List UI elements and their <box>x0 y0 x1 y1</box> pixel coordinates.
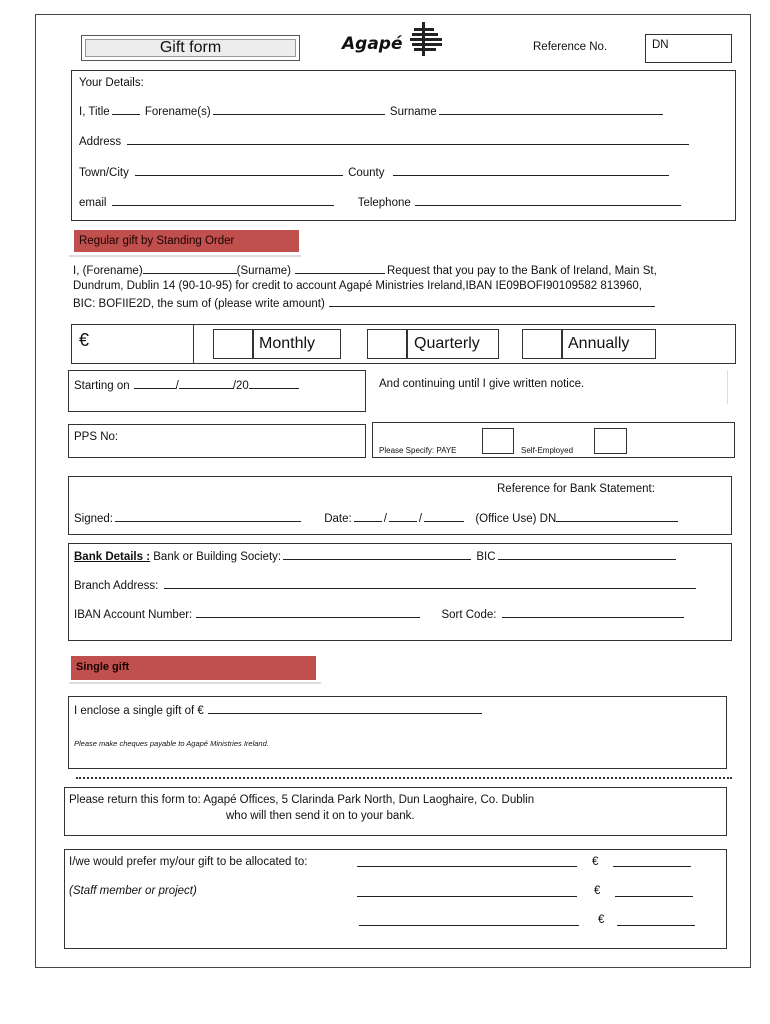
telephone-field[interactable] <box>415 195 681 206</box>
bank-society-label: Bank or Building Society: <box>153 551 282 563</box>
title-label: I, Title <box>79 106 110 118</box>
pps-box[interactable] <box>68 424 366 458</box>
allocation-amount-3[interactable] <box>617 925 695 926</box>
county-field[interactable] <box>393 165 669 176</box>
self-employed-label: Self-Employed <box>521 446 574 455</box>
return-line2: who will then send it on to your bank. <box>226 810 415 822</box>
single-gift-banner: Single gift <box>71 656 316 680</box>
standing-order-para-line1[interactable] <box>73 263 657 278</box>
telephone-label: Telephone <box>357 197 411 209</box>
agape-logo <box>340 22 458 60</box>
monthly-checkbox[interactable] <box>213 329 253 359</box>
forename-field[interactable] <box>213 104 385 115</box>
title-forename-surname-row[interactable] <box>79 104 665 119</box>
start-day-field[interactable] <box>134 378 176 389</box>
bank-society-field[interactable] <box>283 549 471 560</box>
allocation-sublabel: (Staff member or project) <box>69 885 197 897</box>
start-year-prefix: /20 <box>232 380 249 392</box>
iban-label: IBAN Account Number: <box>74 609 193 621</box>
allocation-recipient-3[interactable] <box>359 925 579 926</box>
return-line1: Please return this form to: Agapé Offices, 5 Clarinda Park North, Dun Laoghaire, Co. Dublin <box>69 794 535 806</box>
allocation-recipient-1[interactable] <box>357 866 577 867</box>
monthly-label: Monthly <box>259 335 316 352</box>
email-telephone-row[interactable] <box>79 195 683 210</box>
quarterly-label-box <box>407 329 499 359</box>
annually-label: Annually <box>568 335 630 352</box>
amount-divider <box>193 324 194 364</box>
amount-currency: € <box>79 330 90 350</box>
town-county-row[interactable] <box>79 165 671 180</box>
logo-wordmark: Agapé <box>342 34 403 54</box>
so-surname-field[interactable] <box>295 263 385 274</box>
town-field[interactable] <box>135 165 343 176</box>
cheques-note: Please make cheques payable to Agapé Ministries Ireland. <box>74 739 269 748</box>
single-gift-row[interactable] <box>74 703 484 718</box>
amount-field[interactable] <box>96 328 190 360</box>
allocation-amount-1[interactable] <box>613 866 691 867</box>
surname-field[interactable] <box>439 104 663 115</box>
bank-statement-ref-label: Reference for Bank Statement: <box>497 483 655 495</box>
paye-checkbox[interactable] <box>482 428 514 454</box>
annually-label-box <box>562 329 656 359</box>
date-day-field[interactable] <box>354 511 382 522</box>
bank-details-heading: Bank Details : <box>74 551 151 563</box>
pps-label: PPS No: <box>74 431 119 443</box>
single-gift-banner-shadow <box>69 682 321 684</box>
allocation-euro-1: € <box>592 856 599 868</box>
quarterly-label: Quarterly <box>414 335 480 352</box>
cut-line <box>76 777 732 779</box>
signed-label: Signed: <box>74 513 114 525</box>
bic-field[interactable] <box>498 549 676 560</box>
signature-field[interactable] <box>115 511 301 522</box>
email-field[interactable] <box>112 195 334 206</box>
office-use-label: (Office Use) DN <box>475 513 557 525</box>
so-amount-written-field[interactable] <box>329 296 655 307</box>
allocation-amount-2[interactable] <box>615 896 693 897</box>
continuing-text: And continuing until I give written notice. <box>379 378 585 390</box>
reference-value: DN <box>652 39 669 51</box>
date-year-field[interactable] <box>424 511 464 522</box>
so-amount-label: BIC: BOFIIE2D, the sum of (please write amount) <box>73 298 325 310</box>
form-title: Gift form <box>159 39 222 56</box>
start-year-field[interactable] <box>249 378 299 389</box>
iban-field[interactable] <box>196 607 420 618</box>
reference-field[interactable] <box>645 34 732 63</box>
start-month-field[interactable] <box>179 378 233 389</box>
allocation-euro-2: € <box>594 885 601 897</box>
address-row[interactable] <box>79 134 691 149</box>
so-forename-label: I, (Forename) <box>73 265 143 277</box>
starting-on-row[interactable] <box>74 378 299 393</box>
forename-label: Forename(s) <box>144 106 211 118</box>
town-label: Town/City <box>79 167 129 179</box>
county-label: County <box>348 167 385 179</box>
signed-date-row[interactable]: Signed: Date: / / (Office Use) DN <box>74 511 680 526</box>
address-field[interactable] <box>127 134 689 145</box>
annually-checkbox[interactable] <box>522 329 562 359</box>
allocation-recipient-2[interactable] <box>357 896 577 897</box>
quarterly-checkbox[interactable] <box>367 329 407 359</box>
monthly-label-box <box>253 329 341 359</box>
date-label: Date: <box>324 513 352 525</box>
sort-code-label: Sort Code: <box>441 609 497 621</box>
so-surname-label: (Surname) <box>236 265 291 277</box>
starting-on-label: Starting on <box>74 380 130 392</box>
branch-row[interactable] <box>74 578 698 593</box>
banner-shadow <box>69 255 301 257</box>
allocation-euro-3: € <box>598 914 605 926</box>
so-forename-field[interactable] <box>143 263 237 274</box>
bank-society-row[interactable] <box>74 549 678 564</box>
employment-box <box>372 422 735 458</box>
branch-field[interactable] <box>164 578 696 589</box>
logo-stripes-icon <box>408 22 458 58</box>
standing-order-banner: Regular gift by Standing Order <box>74 230 299 252</box>
email-label: email <box>79 197 107 209</box>
your-details-heading: Your Details: <box>79 77 144 89</box>
standing-order-para-line2: Dundrum, Dublin 14 (90-10-95) for credit to account Agapé Ministries Ireland,IBAN IE09BOFI90109582 813960, <box>73 280 642 292</box>
single-gift-label: I enclose a single gift of € <box>74 705 204 717</box>
sort-code-field[interactable] <box>502 607 684 618</box>
surname-label: Surname <box>389 106 437 118</box>
branch-label: Branch Address: <box>74 580 159 592</box>
title-field[interactable] <box>112 104 140 115</box>
office-use-field[interactable] <box>556 511 678 522</box>
address-label: Address <box>79 136 122 148</box>
allocation-label: I/we would prefer my/our gift to be allocated to: <box>69 856 308 868</box>
reference-label: Reference No. <box>533 41 608 53</box>
start-date-sep: / <box>175 380 179 392</box>
standing-order-para-line3[interactable] <box>73 296 657 311</box>
form-title-box <box>81 35 300 61</box>
bic-label: BIC <box>476 551 496 563</box>
so-request-text: Request that you pay to the Bank of Ireland, Main St, <box>387 265 657 277</box>
please-specify-label: Please Specify: PAYE <box>379 446 457 455</box>
iban-sort-row[interactable] <box>74 607 686 622</box>
self-employed-checkbox[interactable] <box>594 428 627 454</box>
single-gift-amount-field[interactable] <box>208 703 482 714</box>
date-month-field[interactable] <box>389 511 417 522</box>
